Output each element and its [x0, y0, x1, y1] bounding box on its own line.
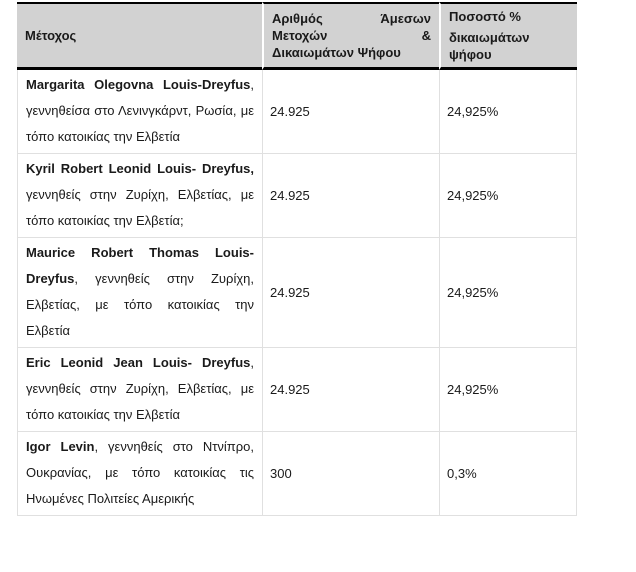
shareholder-cell: [17, 70, 262, 154]
header-percent-line3: ψήφου: [449, 47, 492, 62]
shares-cell: 300: [262, 432, 439, 516]
shares-cell: 24.925: [262, 154, 439, 238]
shareholders-table: [17, 2, 577, 516]
shareholder-details: , γεννηθείσα στο Λενινγκάρντ, Ρωσία, με τόπο κατοικίας την Ελβετία: [26, 77, 254, 144]
header-percent-line2: δικαιωμάτων: [449, 30, 530, 45]
table-row: [17, 348, 577, 432]
table-header: [17, 2, 577, 70]
shares-cell: 24.925: [262, 348, 439, 432]
header-shares-line2: Μετοχών &: [272, 28, 431, 43]
percent-cell: 24,925%: [439, 154, 577, 238]
shareholder-name: Margarita Olegovna Louis-Dreyfus: [26, 77, 251, 92]
shares-cell: 24.925: [262, 238, 439, 348]
shareholder-details: γεννηθείς στην Ζυρίχη, Ελβετίας, με τόπο κατοικίας την Ελβετία;: [26, 187, 254, 228]
percent-cell: 24,925%: [439, 70, 577, 154]
table-row: [17, 70, 577, 154]
shareholder-cell: [17, 154, 262, 238]
header-shares: [262, 2, 439, 70]
table-row: [17, 238, 577, 348]
shareholder-name: Kyril Robert Leonid Louis- Dreyfus,: [26, 161, 254, 176]
table-row: [17, 154, 577, 238]
header-percent: [439, 2, 577, 70]
header-shares-line3: Δικαιωμάτων Ψήφου: [272, 45, 401, 60]
shareholder-details: , γεννηθείς στην Ζυρίχη, Ελβετίας, με τόπο κατοικίας την Ελβετία: [26, 355, 254, 422]
shareholder-name: Igor Levin: [26, 439, 95, 454]
header-percent-line1: Ποσοστό %: [449, 9, 521, 24]
shareholder-cell: [17, 348, 262, 432]
table-row: [17, 432, 577, 516]
shareholder-cell: [17, 238, 262, 348]
percent-cell: 0,3%: [439, 432, 577, 516]
shareholder-details: , γεννηθείς στο Ντνίπρο, Ουκρανίας, με τόπο κατοικίας τις Ηνωμένες Πολιτείες Αμερικής: [26, 439, 254, 506]
header-row: [17, 2, 577, 70]
shareholder-name: Eric Leonid Jean Louis- Dreyfus: [26, 355, 251, 370]
percent-cell: 24,925%: [439, 238, 577, 348]
header-shares-line1: Αριθμός Άμεσων: [272, 11, 431, 26]
header-shareholder: [17, 2, 262, 70]
shareholder-details: , γεννηθείς στην Ζυρίχη, Ελβετίας, με τόπο κατοικίας την Ελβετία: [26, 271, 254, 338]
table-body: [17, 70, 577, 516]
shares-cell: 24.925: [262, 70, 439, 154]
header-shareholder-label: Μέτοχος: [25, 28, 77, 43]
percent-cell: 24,925%: [439, 348, 577, 432]
shareholder-cell: [17, 432, 262, 516]
shareholder-name: Maurice Robert Thomas Louis-Dreyfus: [26, 245, 254, 286]
